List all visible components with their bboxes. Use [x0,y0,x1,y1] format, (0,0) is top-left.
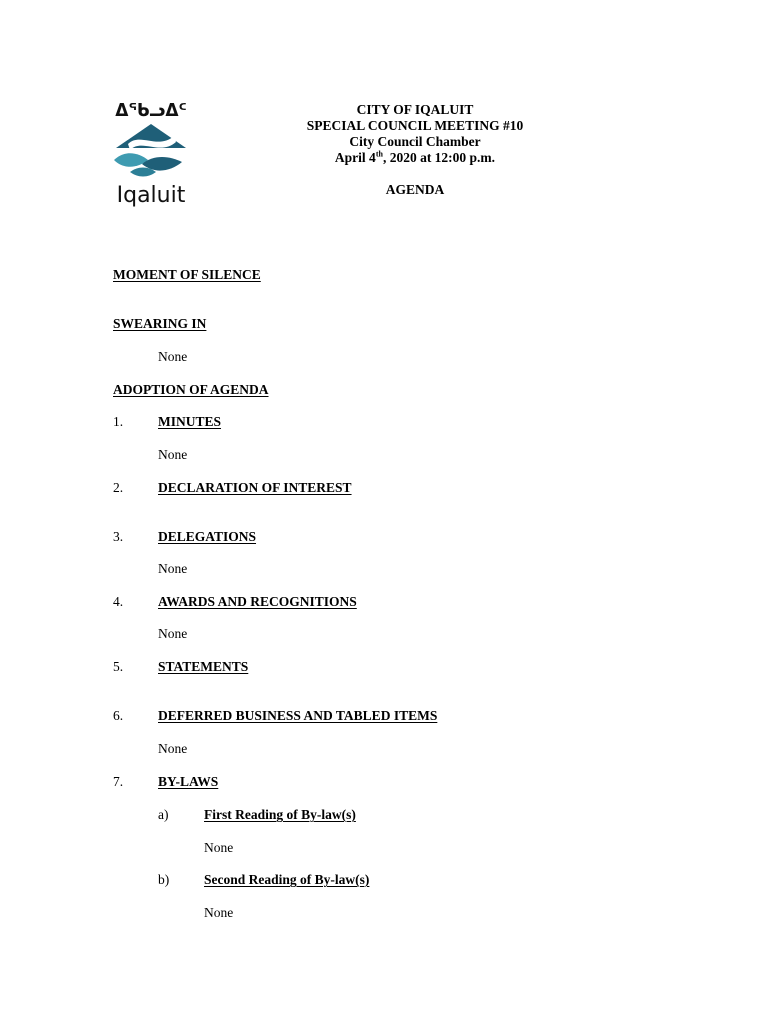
date-prefix: April 4 [334,150,376,165]
item-title-statements: STATEMENTS [158,659,249,674]
organization-name: CITY OF IQALUIT [356,102,474,117]
item-number: 4. [113,594,124,609]
item-note: None [158,447,188,462]
meeting-date [270,150,560,166]
item-title-deferred-business: DEFERRED BUSINESS AND TABLED ITEMS [158,708,438,723]
subitem-title-first-reading: First Reading of By-law(s) [204,807,356,822]
item-note: None [158,561,188,576]
iqaluit-logo-graphic [108,98,194,208]
item-title-awards-and-recognitions: AWARDS AND RECOGNITIONS [158,594,357,609]
section-moment-of-silence: MOMENT OF SILENCE [113,267,261,282]
subitem-letter: b) [158,872,170,887]
item-number: 6. [113,708,124,723]
meeting-title: SPECIAL COUNCIL MEETING #10 [306,118,524,133]
agenda-heading: AGENDA [385,182,445,197]
iqaluit-logo [108,98,194,208]
document-header [270,102,560,198]
item-title-delegations: DELEGATIONS [158,529,257,544]
date-suffix: , 2020 at 12:00 p.m. [382,150,496,165]
logo-wordmark: Iqaluit [116,183,186,208]
item-number: 2. [113,480,124,495]
fish-icon [114,153,148,167]
item-note: None [158,741,188,756]
meeting-location: City Council Chamber [349,134,481,149]
subitem-letter: a) [158,807,169,822]
date-superscript: th [375,149,383,159]
subitem-title-second-reading: Second Reading of By-law(s) [204,872,370,887]
swearing-in-note: None [158,349,188,364]
item-note: None [158,626,188,641]
item-title-by-laws: BY-LAWS [158,774,219,789]
item-number: 7. [113,774,124,789]
item-title-declaration-of-interest: DECLARATION OF INTEREST [158,480,352,495]
item-number: 3. [113,529,124,544]
item-title-minutes: MINUTES [158,414,222,429]
item-number: 1. [113,414,124,429]
section-adoption-of-agenda: ADOPTION OF AGENDA [113,382,269,397]
item-number: 5. [113,659,124,674]
subitem-note: None [204,905,234,920]
logo-syllabics: ᐃᖃᓗᐃᑦ [115,101,187,121]
section-swearing-in: SWEARING IN [113,316,207,331]
subitem-note: None [204,840,234,855]
